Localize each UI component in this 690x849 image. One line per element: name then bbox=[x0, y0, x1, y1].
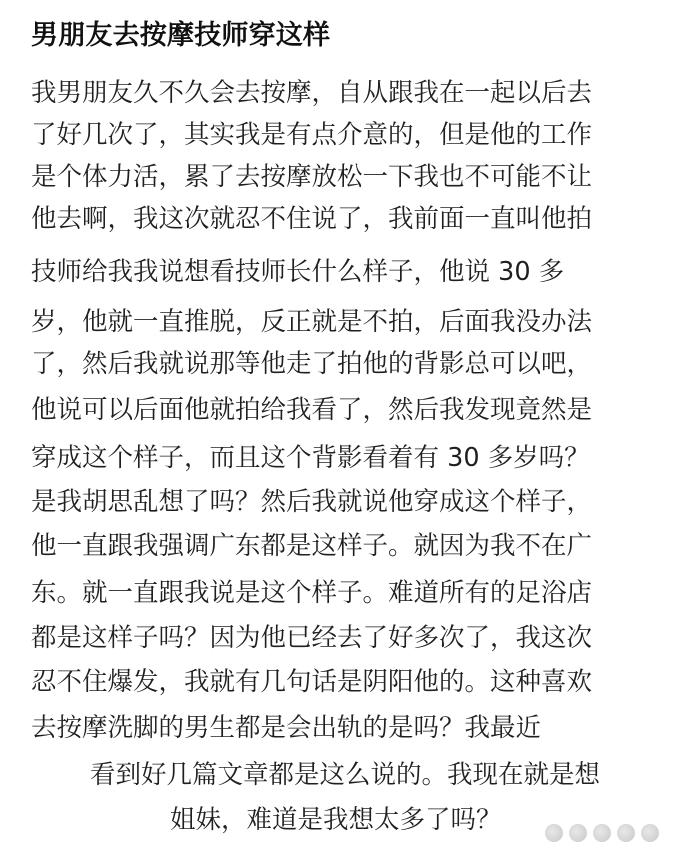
watermark-dot-icon bbox=[617, 824, 635, 842]
post-body-line: 忍不住爆发，我就有几句话是阴阳他的。这种喜欢 bbox=[31, 667, 593, 697]
post-body-line: 是我胡思乱想了吗？然后我就说他穿成这个样子， bbox=[31, 487, 593, 517]
post-body-line: 他一直跟我强调广东都是这样子。就因为我不在广 bbox=[31, 531, 593, 561]
post-body-line: 穿成这个样子，而且这个背影看着有 30 多岁吗？ bbox=[31, 443, 590, 473]
post-body-line: 了，然后我就说那等他走了拍他的背影总可以吧， bbox=[31, 349, 593, 379]
post-body-line: 去按摩洗脚的男生都是会出轨的是吗？我最近 bbox=[31, 713, 542, 743]
watermark-dot-icon bbox=[545, 824, 563, 842]
watermark-dot-icon bbox=[569, 824, 587, 842]
post-body-line: 他去啊，我这次就忍不住说了，我前面一直叫他拍 bbox=[31, 204, 593, 234]
watermark-logo bbox=[545, 824, 659, 842]
post-tail-line: 姐妹，难道是我想太多了吗？ bbox=[170, 805, 502, 835]
post-body-line: 技师给我我说想看技师长什么样子，他说 30 多 bbox=[31, 257, 565, 287]
watermark-dot-icon bbox=[641, 824, 659, 842]
post-body-line: 岁，他就一直推脱，反正就是不拍，后面我没办法 bbox=[31, 307, 593, 337]
post-body-line: 我男朋友久不久会去按摩，自从跟我在一起以后去 bbox=[31, 78, 593, 108]
post-body-line: 都是这样子吗？因为他已经去了好多次了，我这次 bbox=[31, 623, 593, 653]
post-body-line: 他说可以后面他就拍给我看了，然后我发现竟然是 bbox=[31, 395, 593, 425]
post-tail-line: 看到好几篇文章都是这么说的。我现在就是想 bbox=[90, 760, 601, 790]
post-body-line: 是个体力活，累了去按摩放松一下我也不可能不让 bbox=[31, 162, 593, 192]
post-body-line: 了好几次了，其实我是有点介意的，但是他的工作 bbox=[31, 120, 593, 150]
post-title: 男朋友去按摩技师穿这样 bbox=[31, 20, 331, 51]
post-body-line: 东。就一直跟我说是这个样子。难道所有的足浴店 bbox=[31, 578, 593, 608]
watermark-dot-icon bbox=[593, 824, 611, 842]
